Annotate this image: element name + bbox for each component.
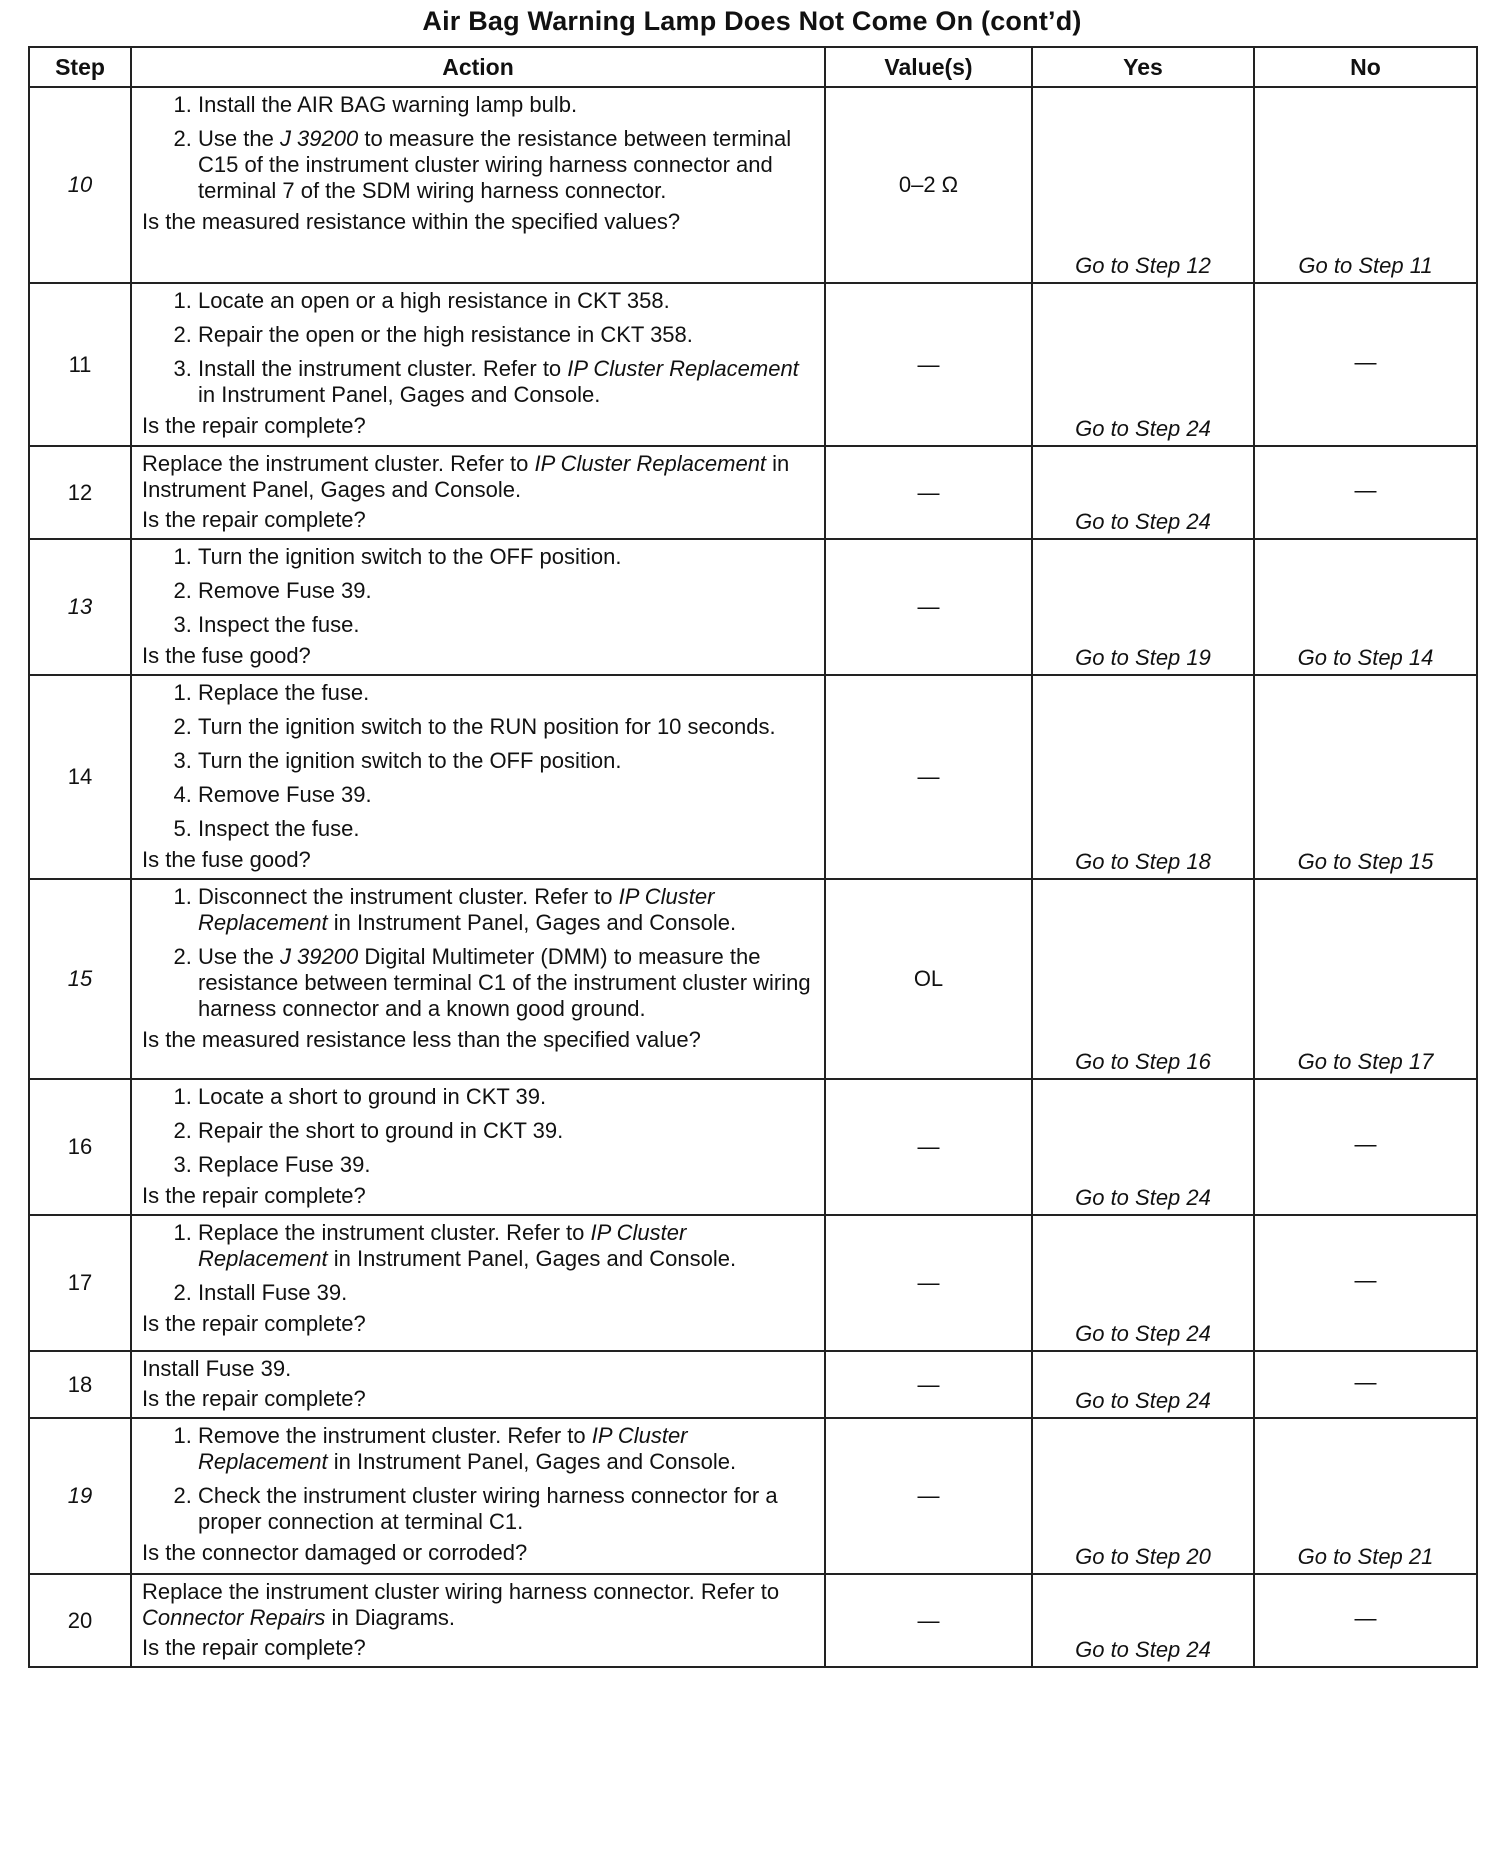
value-cell: — (825, 675, 1032, 879)
step-number: 16 (29, 1079, 131, 1215)
step-number: 12 (29, 446, 131, 539)
yes-cell (1032, 1215, 1254, 1351)
action-step: 1. Disconnect the instrument cluster. Refer to IP Cluster Replacement in Instrument Panel, Gages and Console. (198, 884, 814, 936)
no-dash: — (1354, 1604, 1377, 1630)
yes-outcome: Go to Step 24 (1075, 1185, 1211, 1210)
yes-cell (1032, 539, 1254, 675)
action-step: 1. Locate a short to ground in CKT 39. (198, 1084, 814, 1110)
header-step: Step (29, 47, 131, 87)
action-step: 2. Turn the ignition switch to the RUN position for 10 seconds. (198, 714, 814, 740)
reference-title: IP Cluster Replacement (198, 1423, 688, 1474)
action-step: 2. Remove Fuse 39. (198, 578, 814, 604)
action-text: Install Fuse 39. (142, 1356, 292, 1381)
action-question: Is the repair complete? (142, 1311, 366, 1336)
action-step: 1. Replace the instrument cluster. Refer to IP Cluster Replacement in Instrument Panel, Gages and Console. (198, 1220, 814, 1272)
action-step: 1. Turn the ignition switch to the OFF position. (198, 544, 814, 570)
value-cell: — (825, 1418, 1032, 1574)
yes-outcome: Go to Step 24 (1075, 416, 1211, 441)
action-cell (131, 1351, 825, 1418)
no-cell (1254, 1215, 1477, 1351)
step-number: 18 (29, 1351, 131, 1418)
table-row (29, 1079, 1477, 1215)
yes-outcome: Go to Step 24 (1075, 509, 1211, 534)
header-no: No (1254, 47, 1477, 87)
action-question: Is the repair complete? (142, 413, 366, 438)
no-outcome: Go to Step 11 (1298, 253, 1433, 278)
table-row (29, 1574, 1477, 1667)
action-step: 1. Locate an open or a high resistance in CKT 358. (198, 288, 814, 314)
yes-cell (1032, 879, 1254, 1079)
value-cell: — (825, 1574, 1032, 1667)
action-steps (142, 1084, 814, 1178)
action-cell (131, 446, 825, 539)
action-question: Is the repair complete? (142, 1183, 366, 1208)
value-cell: 0–2 Ω (825, 87, 1032, 283)
no-dash: — (1354, 1267, 1377, 1293)
no-outcome: Go to Step 21 (1297, 1544, 1434, 1569)
yes-cell (1032, 1574, 1254, 1667)
header-action: Action (131, 47, 825, 87)
action-steps (142, 1423, 814, 1535)
action-step: 1. Install the AIR BAG warning lamp bulb. (198, 92, 814, 118)
no-outcome: Go to Step 15 (1297, 849, 1434, 874)
action-cell (131, 539, 825, 675)
table-row (29, 87, 1477, 283)
value-cell: — (825, 1351, 1032, 1418)
yes-cell (1032, 675, 1254, 879)
action-cell (131, 1574, 825, 1667)
no-cell (1254, 1351, 1477, 1418)
action-steps (142, 288, 814, 408)
yes-cell (1032, 1418, 1254, 1574)
table-row (29, 539, 1477, 675)
action-step: 2. Repair the open or the high resistance in CKT 358. (198, 322, 814, 348)
action-steps (142, 1220, 814, 1306)
action-cell (131, 879, 825, 1079)
action-step: 2. Use the J 39200 to measure the resistance between terminal C15 of the instrument cluster wiring harness connector and terminal 7 of the SDM wiring harness connector. (198, 126, 814, 204)
reference-title: IP Cluster Replacement (534, 451, 767, 476)
action-step: 3. Install the instrument cluster. Refer to IP Cluster Replacement in Instrument Panel, Gages and Console. (198, 356, 814, 408)
value-cell: — (825, 1079, 1032, 1215)
action-step: 2. Install Fuse 39. (198, 1280, 814, 1306)
action-question: Is the measured resistance less than the specified value? (142, 1027, 701, 1052)
step-number: 10 (29, 87, 131, 283)
no-dash: — (1354, 1131, 1377, 1157)
no-outcome: Go to Step 14 (1297, 645, 1434, 670)
no-cell (1254, 283, 1477, 446)
step-number: 14 (29, 675, 131, 879)
action-step: 2. Repair the short to ground in CKT 39. (198, 1118, 814, 1144)
action-step: 3. Inspect the fuse. (198, 612, 814, 638)
yes-cell (1032, 87, 1254, 283)
yes-cell (1032, 1351, 1254, 1418)
value-cell: — (825, 446, 1032, 539)
action-step: 2. Check the instrument cluster wiring harness connector for a proper connection at terminal C1. (198, 1483, 814, 1535)
table-row (29, 879, 1477, 1079)
no-outcome: Go to Step 17 (1297, 1049, 1434, 1074)
table-row (29, 446, 1477, 539)
value-cell: — (825, 1215, 1032, 1351)
no-cell (1254, 675, 1477, 879)
step-number: 11 (29, 283, 131, 446)
action-text: Replace the instrument cluster. Refer to IP Cluster Replacement in Instrument Panel, Gages and Console. (142, 451, 790, 502)
no-cell (1254, 446, 1477, 539)
action-step: 2. Use the J 39200 Digital Multimeter (DMM) to measure the resistance between terminal C1 of the instrument cluster wiring harness connector and a known good ground. (198, 944, 814, 1022)
table-row (29, 1418, 1477, 1574)
action-steps (142, 92, 814, 204)
yes-outcome: Go to Step 16 (1075, 1049, 1211, 1074)
action-steps (142, 544, 814, 638)
action-question: Is the fuse good? (142, 847, 311, 872)
no-dash: — (1354, 348, 1377, 374)
action-step: 3. Replace Fuse 39. (198, 1152, 814, 1178)
no-cell (1254, 1574, 1477, 1667)
reference-title: IP Cluster Replacement (198, 884, 715, 935)
action-cell (131, 283, 825, 446)
table-row (29, 283, 1477, 446)
action-step: 1. Remove the instrument cluster. Refer to IP Cluster Replacement in Instrument Panel, Gages and Console. (198, 1423, 814, 1475)
table-row (29, 1215, 1477, 1351)
value-cell: — (825, 283, 1032, 446)
action-step: 1. Replace the fuse. (198, 680, 814, 706)
action-steps (142, 680, 814, 842)
table-row (29, 1351, 1477, 1418)
action-step: 5. Inspect the fuse. (198, 816, 814, 842)
no-dash: — (1354, 476, 1377, 502)
yes-cell (1032, 283, 1254, 446)
yes-outcome: Go to Step 20 (1075, 1544, 1211, 1569)
no-cell (1254, 1079, 1477, 1215)
reference-title: IP Cluster Replacement (567, 356, 799, 381)
step-number: 19 (29, 1418, 131, 1574)
step-number: 17 (29, 1215, 131, 1351)
yes-cell (1032, 1079, 1254, 1215)
action-question: Is the connector damaged or corroded? (142, 1540, 528, 1565)
action-cell (131, 675, 825, 879)
step-number: 13 (29, 539, 131, 675)
step-number: 15 (29, 879, 131, 1079)
yes-outcome: Go to Step 24 (1075, 1321, 1211, 1346)
header-yes: Yes (1032, 47, 1254, 87)
reference-title: Connector Repairs (142, 1605, 326, 1630)
yes-outcome: Go to Step 19 (1075, 645, 1211, 670)
reference-title: J 39200 (279, 944, 359, 969)
action-question: Is the fuse good? (142, 643, 311, 668)
action-question: Is the repair complete? (142, 1635, 366, 1660)
action-question: Is the repair complete? (142, 1386, 366, 1411)
reference-title: J 39200 (279, 126, 359, 151)
yes-outcome: Go to Step 24 (1075, 1637, 1211, 1662)
step-number: 20 (29, 1574, 131, 1667)
action-cell (131, 1215, 825, 1351)
value-cell: — (825, 539, 1032, 675)
action-cell (131, 87, 825, 283)
value-cell: OL (825, 879, 1032, 1079)
action-cell (131, 1418, 825, 1574)
yes-outcome: Go to Step 12 (1075, 253, 1211, 278)
action-question: Is the repair complete? (142, 507, 366, 532)
page-title: Air Bag Warning Lamp Does Not Come On (cont’d) (422, 6, 1082, 36)
yes-outcome: Go to Step 24 (1075, 1388, 1211, 1413)
no-dash: — (1354, 1368, 1377, 1394)
table-row (29, 675, 1477, 879)
no-cell (1254, 87, 1477, 283)
header-row (29, 47, 1477, 87)
no-cell (1254, 879, 1477, 1079)
yes-cell (1032, 446, 1254, 539)
action-step: 4. Remove Fuse 39. (198, 782, 814, 808)
action-text: Replace the instrument cluster wiring harness connector. Refer to Connector Repairs in Diagrams. (142, 1579, 780, 1630)
no-cell (1254, 539, 1477, 675)
no-cell (1254, 1418, 1477, 1574)
reference-title: IP Cluster Replacement (198, 1220, 687, 1271)
diagnostic-table (28, 46, 1478, 1668)
header-values: Value(s) (825, 47, 1032, 87)
action-steps (142, 884, 814, 1022)
action-question: Is the measured resistance within the specified values? (142, 209, 681, 234)
action-step: 3. Turn the ignition switch to the OFF position. (198, 748, 814, 774)
action-cell (131, 1079, 825, 1215)
yes-outcome: Go to Step 18 (1075, 849, 1211, 874)
